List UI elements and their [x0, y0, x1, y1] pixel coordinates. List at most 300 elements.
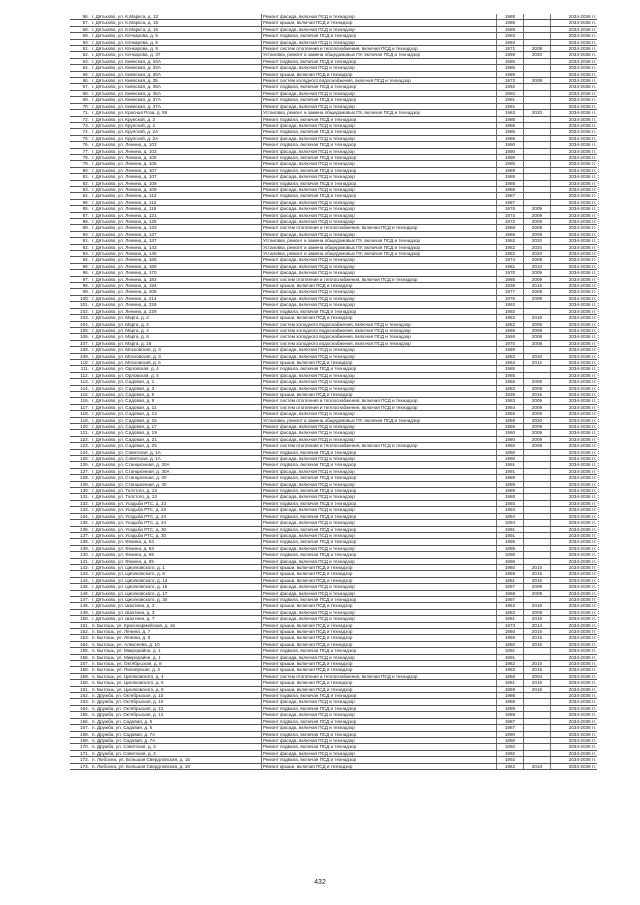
- row-number-cell: 170.: [70, 744, 91, 750]
- row-number-cell: 124.: [70, 449, 91, 455]
- page-number: 432: [314, 879, 326, 886]
- row-number-cell: 140.: [70, 552, 91, 558]
- work-type-cell: Ремонт подвала, включая ПСД и технадзор: [262, 154, 497, 160]
- row-number-cell: 93.: [70, 251, 91, 257]
- work-type-cell: Ремонт подвала, включая ПСД и технадзор: [262, 84, 497, 90]
- work-type-cell: Ремонт фасада, включая ПСД и технадзор: [262, 545, 497, 551]
- build-year-cell: 1962: [497, 321, 524, 327]
- row-number-cell: 167.: [70, 725, 91, 731]
- build-year-cell: 1952: [497, 251, 524, 257]
- work-type-cell: Ремонт фасада, включая ПСД и технадзор: [262, 347, 497, 353]
- work-type-cell: Ремонт систем холодного водоснабжения, включая ПСД и технадзор: [262, 327, 497, 333]
- build-year-cell: 1985: [497, 366, 524, 372]
- row-number-cell: 68.: [70, 90, 91, 96]
- work-type-cell: Ремонт крыши, включая ПСД и технадзор: [262, 635, 497, 641]
- build-year-cell: 1963: [497, 110, 524, 116]
- planned-period-cell: 2034-2036 гг.: [551, 609, 598, 615]
- planned-period-cell: 2034-2036 гг.: [551, 327, 598, 333]
- last-repair-year-cell: 2004: [524, 673, 551, 679]
- work-type-cell: Ремонт фасада, включая ПСД и технадзор: [262, 219, 497, 225]
- row-number-cell: 143.: [70, 571, 91, 577]
- build-year-cell: 1994: [497, 513, 524, 519]
- last-repair-year-cell: 2009: [524, 289, 551, 295]
- build-year-cell: 1957: [497, 584, 524, 590]
- row-number-cell: 65.: [70, 71, 91, 77]
- planned-period-cell: 2034-2036 гг.: [551, 398, 598, 404]
- work-type-cell: Ремонт подвала, включая ПСД и технадзор: [262, 513, 497, 519]
- build-year-cell: 1960: [497, 641, 524, 647]
- row-number-cell: 88.: [70, 219, 91, 225]
- row-number-cell: 60.: [70, 39, 91, 45]
- build-year-cell: 1992: [497, 744, 524, 750]
- row-number-cell: 148.: [70, 603, 91, 609]
- planned-period-cell: 2034-2036 гг.: [551, 443, 598, 449]
- last-repair-year-cell: 2015: [524, 315, 551, 321]
- last-repair-year-cell: 2009: [524, 385, 551, 391]
- planned-period-cell: 2034-2036 гг.: [551, 283, 598, 289]
- build-year-cell: 1959: [497, 52, 524, 58]
- last-repair-year-cell: 2009: [524, 225, 551, 231]
- work-type-cell: Ремонт крыши, включая ПСД и технадзор: [262, 564, 497, 570]
- planned-period-cell: 2034-2036 гг.: [551, 14, 598, 20]
- address-cell: г. Дятьково, ул. Ленина, д. 133: [91, 225, 262, 231]
- address-cell: г. Дятьково, ул. Киевская, д. 37А: [91, 97, 262, 103]
- build-year-cell: 1953: [497, 398, 524, 404]
- build-year-cell: 1939: [497, 391, 524, 397]
- work-type-cell: Установка, ремонт и замена общедомовых ПУ, включая ПСД и технадзор: [262, 417, 497, 423]
- address-cell: г. Дятьково, ул. Ленина, д. 143: [91, 244, 262, 250]
- build-year-cell: 1992: [497, 84, 524, 90]
- build-year-cell: 1987: [497, 193, 524, 199]
- address-cell: г. Дятьково, ул. Циолковского, д. 8: [91, 571, 262, 577]
- address-cell: г. Дятьково, ул. Фокина, д. 65: [91, 558, 262, 564]
- build-year-cell: 1959: [497, 686, 524, 692]
- address-cell: г. Дятьково, ул. Ленина, д. 121: [91, 212, 262, 218]
- address-cell: г. Дятьково, ул. Садовая, д. 5: [91, 391, 262, 397]
- work-type-cell: Ремонт фасада, включая ПСД и технадзор: [262, 590, 497, 596]
- build-year-cell: 1987: [497, 199, 524, 205]
- build-year-cell: 1995: [497, 545, 524, 551]
- work-type-cell: Ремонт фасада, включая ПСД и технадзор: [262, 135, 497, 141]
- build-year-cell: 1976: [497, 295, 524, 301]
- work-type-cell: Ремонт фасада, включая ПСД и технадзор: [262, 737, 497, 743]
- planned-period-cell: 2034-2036 гг.: [551, 763, 598, 769]
- address-cell: г. Дятьково, ул. Толстого, д. 13: [91, 488, 262, 494]
- row-number-cell: 136.: [70, 526, 91, 532]
- build-year-cell: 1970: [497, 270, 524, 276]
- build-year-cell: 1988: [497, 488, 524, 494]
- work-type-cell: Ремонт фасада, включая ПСД и технадзор: [262, 90, 497, 96]
- address-cell: г. Дятьково, ул. Ленина, д. 182: [91, 276, 262, 282]
- last-repair-year-cell: 2009: [524, 276, 551, 282]
- work-type-cell: Ремонт фасада, включая ПСД и технадзор: [262, 372, 497, 378]
- build-year-cell: 1996: [497, 552, 524, 558]
- address-cell: г. Дятьково, ул. Марга, д. 4: [91, 327, 262, 333]
- work-type-cell: Ремонт крыши, включая ПСД и технадзор: [262, 20, 497, 26]
- work-type-cell: Установка, ремонт и замена общедомовых ПУ, включая ПСД и технадзор: [262, 52, 497, 58]
- address-cell: г. Дятьково, ул. Советская, д. 1А: [91, 449, 262, 455]
- row-number-cell: 125.: [70, 456, 91, 462]
- last-repair-year-cell: 2020: [524, 238, 551, 244]
- address-cell: г. Дятьково, ул. Ленина, д. 194: [91, 283, 262, 289]
- build-year-cell: 1960: [497, 436, 524, 442]
- build-year-cell: 1991: [497, 526, 524, 532]
- work-type-cell: Ремонт подвала, включая ПСД и технадзор: [262, 366, 497, 372]
- work-type-cell: Ремонт подвала, включая ПСД и технадзор: [262, 552, 497, 558]
- work-type-cell: Ремонт подвала, включая ПСД и технадзор: [262, 648, 497, 654]
- address-cell: г. Дятьково, ул. Киевская, д. 37А: [91, 103, 262, 109]
- row-number-cell: 71.: [70, 110, 91, 116]
- last-repair-year-cell: 2020: [524, 417, 551, 423]
- planned-period-cell: 2034-2036 гг.: [551, 78, 598, 84]
- address-cell: г. Дятьково, ул. Красная Роза, д. 59: [91, 110, 262, 116]
- repair-schedule-table: [70, 14, 597, 770]
- address-cell: п. Бытошь, ул. Ленина, д. 7: [91, 629, 262, 635]
- planned-period-cell: 2034-2036 гг.: [551, 629, 598, 635]
- planned-period-cell: 2034-2036 гг.: [551, 641, 598, 647]
- last-repair-year-cell: 2008: [524, 436, 551, 442]
- address-cell: п. Бытошь, ул. Пионерская, д. 3: [91, 667, 262, 673]
- row-number-cell: 76.: [70, 142, 91, 148]
- address-cell: г. Дятьково, ул. Садовая, д. 15: [91, 417, 262, 423]
- address-cell: г. Дятьково, ул. Марга, д. 8: [91, 334, 262, 340]
- work-type-cell: Ремонт систем отопления и теплоснабжения, включая ПСД и технадзор: [262, 225, 497, 231]
- address-cell: п. Дружба, ул. Садовая, д. 7А: [91, 737, 262, 743]
- build-year-cell: 1992: [497, 757, 524, 763]
- margin-marks: [598, 160, 609, 640]
- planned-period-cell: 2034-2036 гг.: [551, 276, 598, 282]
- address-cell: г. Дятьково, ул. Станционная, д. 30А: [91, 462, 262, 468]
- planned-period-cell: 2034-2036 гг.: [551, 206, 598, 212]
- build-year-cell: 1968: [497, 225, 524, 231]
- build-year-cell: 1986: [497, 135, 524, 141]
- work-type-cell: Ремонт систем отопления и теплоснабжения, включая ПСД и технадзор: [262, 46, 497, 52]
- planned-period-cell: 2034-2036 гг.: [551, 532, 598, 538]
- address-cell: г. Дятьково, ул. Ленина, д. 105: [91, 161, 262, 167]
- address-cell: г. Дятьково, ул. Ленина, д. 107: [91, 174, 262, 180]
- planned-period-cell: 2034-2036 гг.: [551, 116, 598, 122]
- address-cell: г. Дятьково, ул. Ленина, д. 214: [91, 295, 262, 301]
- row-number-cell: 119.: [70, 417, 91, 423]
- build-year-cell: 1991: [497, 462, 524, 468]
- build-year-cell: 1955: [497, 379, 524, 385]
- planned-period-cell: 2034-2036 гг.: [551, 334, 598, 340]
- work-type-cell: Ремонт фасада, включая ПСД и технадзор: [262, 584, 497, 590]
- row-number-cell: 79.: [70, 161, 91, 167]
- build-year-cell: 1991: [497, 468, 524, 474]
- planned-period-cell: 2034-2036 гг.: [551, 225, 598, 231]
- address-cell: г. Дятьково, ул. К.Маркса, д. 15: [91, 26, 262, 32]
- planned-period-cell: 2034-2036 гг.: [551, 199, 598, 205]
- work-type-cell: Ремонт фасада, включая ПСД и технадзор: [262, 507, 497, 513]
- work-type-cell: Ремонт фасада, включая ПСД и технадзор: [262, 436, 497, 442]
- work-type-cell: Ремонт фасада, включая ПСД и технадзор: [262, 231, 497, 237]
- work-type-cell: Ремонт крыши, включая ПСД и технадзор: [262, 571, 497, 577]
- work-type-cell: Ремонт фасада, включая ПСД и технадзор: [262, 353, 497, 359]
- build-year-cell: 1993: [497, 500, 524, 506]
- table-body: [70, 14, 597, 769]
- row-number-cell: 66.: [70, 78, 91, 84]
- build-year-cell: 1960: [497, 629, 524, 635]
- row-number-cell: 86.: [70, 206, 91, 212]
- address-cell: п. Дружба, ул. Советская, д. 3: [91, 744, 262, 750]
- work-type-cell: Ремонт подвала, включая ПСД и технадзор: [262, 596, 497, 602]
- build-year-cell: 1990: [497, 161, 524, 167]
- planned-period-cell: 2034-2036 гг.: [551, 135, 598, 141]
- address-cell: г. Дятьково, ул. Циолковского, д. 13: [91, 577, 262, 583]
- planned-period-cell: 2034-2036 гг.: [551, 129, 598, 135]
- table-row: [70, 763, 597, 769]
- build-year-cell: 1989: [497, 481, 524, 487]
- build-year-cell: 1968: [497, 334, 524, 340]
- last-repair-year-cell: 2009: [524, 295, 551, 301]
- build-year-cell: 1988: [497, 186, 524, 192]
- build-year-cell: 1954: [497, 404, 524, 410]
- work-type-cell: Ремонт фасада, включая ПСД и технадзор: [262, 468, 497, 474]
- work-type-cell: Ремонт фасада, включая ПСД и технадзор: [262, 430, 497, 436]
- address-cell: п. Бытошь, ул. Октябрьская, д. 8: [91, 661, 262, 667]
- address-cell: г. Дятьково, ул. Ленина, д. 226: [91, 302, 262, 308]
- work-type-cell: Ремонт фасада, включая ПСД и технадзор: [262, 263, 497, 269]
- last-repair-year-cell: 2008: [524, 46, 551, 52]
- build-year-cell: 1992: [497, 750, 524, 756]
- planned-period-cell: 2034-2036 гг.: [551, 97, 598, 103]
- planned-period-cell: 2034-2036 гг.: [551, 391, 598, 397]
- address-cell: г. Дятьково, ул. Станционная, д. 40: [91, 475, 262, 481]
- build-year-cell: 1988: [497, 14, 524, 20]
- address-cell: г. Дятьково, ул. Ленина, д. 119: [91, 206, 262, 212]
- work-type-cell: Ремонт крыши, включая ПСД и технадзор: [262, 667, 497, 673]
- work-type-cell: Ремонт фасада, включая ПСД и технадзор: [262, 26, 497, 32]
- work-type-cell: Ремонт фасада, включая ПСД и технадзор: [262, 494, 497, 500]
- planned-period-cell: 2034-2036 гг.: [551, 212, 598, 218]
- row-number-cell: 158.: [70, 667, 91, 673]
- row-number-cell: 130.: [70, 488, 91, 494]
- row-number-cell: 153.: [70, 635, 91, 641]
- planned-period-cell: 2034-2036 гг.: [551, 545, 598, 551]
- address-cell: г. Дятьково, ул. Ленина, д. 103: [91, 148, 262, 154]
- row-number-cell: 89.: [70, 225, 91, 231]
- address-cell: г. Дятьково, ул. Циолковского, д. 17: [91, 590, 262, 596]
- planned-period-cell: 2034-2036 гг.: [551, 353, 598, 359]
- last-repair-year-cell: 2015: [524, 686, 551, 692]
- build-year-cell: 1989: [497, 174, 524, 180]
- row-number-cell: 83.: [70, 186, 91, 192]
- build-year-cell: 1972: [497, 219, 524, 225]
- planned-period-cell: 2034-2036 гг.: [551, 737, 598, 743]
- planned-period-cell: 2034-2036 гг.: [551, 315, 598, 321]
- work-type-cell: Ремонт крыши, включая ПСД и технадзор: [262, 629, 497, 635]
- address-cell: п. Дружба, ул. Октябрьская, д. 13: [91, 705, 262, 711]
- build-year-cell: 1988: [497, 699, 524, 705]
- build-year-cell: 1991: [497, 654, 524, 660]
- row-number-cell: 58.: [70, 26, 91, 32]
- planned-period-cell: 2034-2036 гг.: [551, 289, 598, 295]
- build-year-cell: 1988: [497, 20, 524, 26]
- last-repair-year-cell: 2009: [524, 584, 551, 590]
- row-number-cell: 131.: [70, 494, 91, 500]
- last-repair-year-cell: 2009: [524, 609, 551, 615]
- planned-period-cell: 2034-2036 гг.: [551, 20, 598, 26]
- planned-period-cell: 2034-2036 гг.: [551, 186, 598, 192]
- address-cell: г. Дятьково, ул. Садовая, д. 13: [91, 411, 262, 417]
- address-cell: г. Дятьково, ул. Московская, д. 3: [91, 347, 262, 353]
- planned-period-cell: 2034-2036 гг.: [551, 167, 598, 173]
- work-type-cell: Ремонт фасада, включая ПСД и технадзор: [262, 186, 497, 192]
- address-cell: г. Дятьково, ул. Московская, д. 3: [91, 353, 262, 359]
- work-type-cell: Ремонт систем отопления и теплоснабжения, включая ПСД и технадзор: [262, 404, 497, 410]
- build-year-cell: 1989: [497, 705, 524, 711]
- row-number-cell: 150.: [70, 616, 91, 622]
- work-type-cell: Ремонт фасада, включая ПСД и технадзор: [262, 289, 497, 295]
- work-type-cell: Ремонт фасада, включая ПСД и технадзор: [262, 148, 497, 154]
- address-cell: г. Дятьково, ул. Киевская, д. 35: [91, 78, 262, 84]
- planned-period-cell: 2034-2036 гг.: [551, 257, 598, 263]
- build-year-cell: 1959: [497, 417, 524, 423]
- build-year-cell: 1988: [497, 693, 524, 699]
- work-type-cell: Ремонт систем отопления и теплоснабжения, включая ПСД и технадзор: [262, 443, 497, 449]
- row-number-cell: 75.: [70, 135, 91, 141]
- row-number-cell: 166.: [70, 718, 91, 724]
- address-cell: п. Бытошь, ул. Ленина, д. 9: [91, 635, 262, 641]
- address-cell: п. Бытошь, ул. Циолковского, д. 4: [91, 673, 262, 679]
- build-year-cell: 1986: [497, 65, 524, 71]
- planned-period-cell: 2034-2036 гг.: [551, 193, 598, 199]
- work-type-cell: Ремонт подвала, включая ПСД и технадзор: [262, 58, 497, 64]
- planned-period-cell: 2034-2036 гг.: [551, 539, 598, 545]
- work-type-cell: Установка, ремонт и замена общедомовых ПУ, включая ПСД и технадзор: [262, 251, 497, 257]
- row-number-cell: 108.: [70, 347, 91, 353]
- build-year-cell: 1990: [497, 731, 524, 737]
- build-year-cell: 1994: [497, 520, 524, 526]
- address-cell: г. Дятьково, ул. Ленина, д. 208: [91, 289, 262, 295]
- work-type-cell: Ремонт фасада, включая ПСД и технадзор: [262, 558, 497, 564]
- row-number-cell: 151.: [70, 622, 91, 628]
- planned-period-cell: 2034-2036 гг.: [551, 110, 598, 116]
- planned-period-cell: 2034-2036 гг.: [551, 686, 598, 692]
- row-number-cell: 100.: [70, 295, 91, 301]
- work-type-cell: Ремонт подвала, включая ПСД и технадзор: [262, 167, 497, 173]
- work-type-cell: Ремонт фасада, включая ПСД и технадзор: [262, 725, 497, 731]
- address-cell: г. Дятьково, ул. Ленина, д. 137: [91, 231, 262, 237]
- last-repair-year-cell: 2015: [524, 680, 551, 686]
- address-cell: г. Дятьково, ул. Ленина, д. 109: [91, 180, 262, 186]
- row-number-cell: 63.: [70, 58, 91, 64]
- work-type-cell: Ремонт систем холодного водоснабжения, включая ПСД и технадзор: [262, 334, 497, 340]
- build-year-cell: 1963: [497, 609, 524, 615]
- planned-period-cell: 2034-2036 гг.: [551, 295, 598, 301]
- last-repair-year-cell: 2020: [524, 52, 551, 58]
- address-cell: п. Дружба, ул. Садовая, д. 7А: [91, 731, 262, 737]
- build-year-cell: 1995: [497, 539, 524, 545]
- planned-period-cell: 2034-2036 гг.: [551, 302, 598, 308]
- last-repair-year-cell: 2015: [524, 391, 551, 397]
- work-type-cell: Ремонт фасада, включая ПСД и технадзор: [262, 122, 497, 128]
- build-year-cell: 1976: [497, 206, 524, 212]
- build-year-cell: 1955: [497, 411, 524, 417]
- address-cell: г. Дятьково, ул. Шахтина, д. 3: [91, 609, 262, 615]
- row-number-cell: 102.: [70, 308, 91, 314]
- row-number-cell: 70.: [70, 103, 91, 109]
- planned-period-cell: 2034-2036 гг.: [551, 366, 598, 372]
- last-repair-year-cell: 2015: [524, 571, 551, 577]
- document-page: [70, 14, 596, 770]
- address-cell: г. Дятьково, ул. Ленина, д. 103: [91, 142, 262, 148]
- work-type-cell: Ремонт подвала, включая ПСД и технадзор: [262, 757, 497, 763]
- planned-period-cell: 2034-2036 гг.: [551, 699, 598, 705]
- row-number-cell: 67.: [70, 84, 91, 90]
- address-cell: г. Дятьково, ул. Циолковского, д. 15: [91, 584, 262, 590]
- address-cell: г. Дятьково, ул. Ленина, д. 170: [91, 270, 262, 276]
- address-cell: г. Дятьково, ул. Станционная, д. 30А: [91, 468, 262, 474]
- work-type-cell: Ремонт крыши, включая ПСД и технадзор: [262, 359, 497, 365]
- planned-period-cell: 2034-2036 гг.: [551, 564, 598, 570]
- address-cell: г. Дятьково, ул. Марга, д. 16: [91, 340, 262, 346]
- address-cell: г. Дятьково, ул. Усадьба РТС, д. 30: [91, 526, 262, 532]
- row-number-cell: 137.: [70, 532, 91, 538]
- address-cell: г. Дятьково, ул. К.Маркса, д. 15: [91, 20, 262, 26]
- row-number-cell: 115.: [70, 391, 91, 397]
- address-cell: п. Дружба, ул. Октябрьская, д. 13: [91, 712, 262, 718]
- row-number-cell: 165.: [70, 712, 91, 718]
- planned-period-cell: 2034-2036 гг.: [551, 584, 598, 590]
- planned-period-cell: 2034-2036 гг.: [551, 596, 598, 602]
- row-number-cell: 133.: [70, 507, 91, 513]
- row-number-cell: 155.: [70, 648, 91, 654]
- planned-period-cell: 2034-2036 гг.: [551, 244, 598, 250]
- work-type-cell: Ремонт подвала, включая ПСД и технадзор: [262, 718, 497, 724]
- address-cell: г. Дятьково, ул. Кочкарова, д. 5: [91, 39, 262, 45]
- work-type-cell: Ремонт фасада, включая ПСД и технадзор: [262, 199, 497, 205]
- work-type-cell: Ремонт подвала, включая ПСД и технадзор: [262, 449, 497, 455]
- row-number-cell: 127.: [70, 468, 91, 474]
- address-cell: г. Дятьково, ул. Киевская, д. 33А: [91, 65, 262, 71]
- build-year-cell: 1963: [497, 667, 524, 673]
- work-type-cell: Ремонт крыши, включая ПСД и технадзор: [262, 622, 497, 628]
- planned-period-cell: 2034-2036 гг.: [551, 654, 598, 660]
- row-number-cell: 120.: [70, 424, 91, 430]
- row-number-cell: 95.: [70, 263, 91, 269]
- build-year-cell: 1961: [497, 616, 524, 622]
- address-cell: г. Дятьково, ул. Толстого, д. 13: [91, 494, 262, 500]
- last-repair-year-cell: 2008: [524, 327, 551, 333]
- build-year-cell: 1962: [497, 661, 524, 667]
- planned-period-cell: 2034-2036 гг.: [551, 744, 598, 750]
- build-year-cell: 1961: [497, 577, 524, 583]
- build-year-cell: 1960: [497, 564, 524, 570]
- planned-period-cell: 2034-2036 гг.: [551, 84, 598, 90]
- build-year-cell: 1985: [497, 122, 524, 128]
- address-cell: г. Дятьково, ул. Ленина, д. 166: [91, 257, 262, 263]
- work-type-cell: Ремонт фасада, включая ПСД и технадзор: [262, 411, 497, 417]
- work-type-cell: Ремонт фасада, включая ПСД и технадзор: [262, 295, 497, 301]
- planned-period-cell: 2034-2036 гг.: [551, 161, 598, 167]
- last-repair-year-cell: 2009: [524, 398, 551, 404]
- address-cell: п. Дружба, ул. Советская, д. 3: [91, 750, 262, 756]
- address-cell: г. Дятьково, ул. Ленина, д. 168: [91, 263, 262, 269]
- work-type-cell: Ремонт крыши, включая ПСД и технадзор: [262, 641, 497, 647]
- row-number-cell: 56.: [70, 14, 91, 20]
- planned-period-cell: 2034-2036 гг.: [551, 680, 598, 686]
- row-number-cell: 90.: [70, 231, 91, 237]
- planned-period-cell: 2034-2036 гг.: [551, 65, 598, 71]
- address-cell: г. Дятьково, ул. Садовая, д. 11: [91, 404, 262, 410]
- planned-period-cell: 2034-2036 гг.: [551, 712, 598, 718]
- address-cell: г. Дятьково, ул. Киевская, д. 33А: [91, 58, 262, 64]
- work-type-cell: Ремонт фасада, включая ПСД и технадзор: [262, 212, 497, 218]
- address-cell: п. Бытошь, ул. Циолковского, д. 8: [91, 686, 262, 692]
- address-cell: п. Бытошь, ул. Красноармейская, д. 16: [91, 622, 262, 628]
